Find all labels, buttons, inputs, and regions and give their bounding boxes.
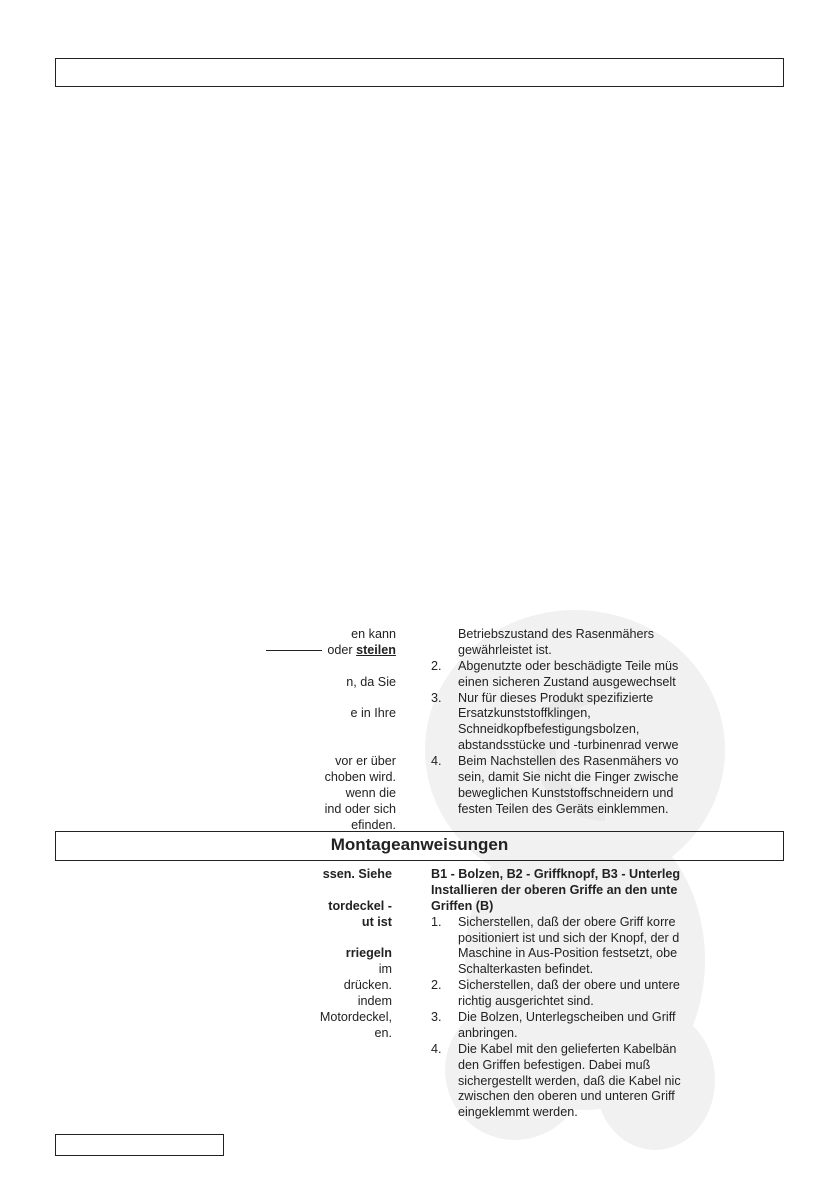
text-line: tordeckel - <box>328 898 392 913</box>
text-line: ind oder sich <box>324 801 396 816</box>
emphasis-text: steilen <box>356 642 396 657</box>
list-number: 2. <box>431 658 442 673</box>
heading-line: B1 - Bolzen, B2 - Griffknopf, B3 - Unterleg <box>431 867 681 881</box>
text-line: Betriebszustand des Rasenmähers <box>458 627 655 641</box>
list-item: 2. Sicherstellen, daß der obere und untere <box>431 978 680 993</box>
text-line: Motordeckel, <box>319 1010 392 1025</box>
text-line: anbringen. <box>458 1025 518 1040</box>
list-number: 4. <box>431 754 442 769</box>
list-item: 3. Die Bolzen, Unterlegscheiben und Griff <box>431 1010 676 1025</box>
text-fragment: oder <box>327 642 353 657</box>
list-number: 3. <box>431 1010 442 1025</box>
text-line: ssen. Siehe <box>322 867 392 881</box>
text-line: den Griffen befestigen. Dabei muß <box>458 1057 651 1072</box>
section-header <box>55 831 784 861</box>
text-line: ut ist <box>361 914 392 929</box>
left-lower-column <box>150 867 392 1042</box>
text-line: efinden. <box>351 817 396 832</box>
list-item: 3. Nur für dieses Produkt spezifizierte <box>431 690 654 705</box>
text-line: Schalterkasten befindet. <box>458 962 594 977</box>
text-line: beweglichen Kunststoffschneidern und <box>458 785 674 800</box>
left-upper-column <box>150 627 396 834</box>
text-line: en kann <box>351 627 396 641</box>
text-line: rriegeln <box>345 946 392 961</box>
list-item: 4. Die Kabel mit den gelieferten Kabelbän <box>431 1041 677 1056</box>
text-line: im <box>378 962 392 977</box>
text-line: gewährleistet ist. <box>458 642 552 657</box>
section-title: Montageanweisungen <box>330 835 509 854</box>
text-line: wenn die <box>345 785 396 800</box>
text-line: zwischen den oberen und unteren Griff <box>458 1089 675 1104</box>
text-line: sein, damit Sie nicht die Finger zwische <box>458 770 679 785</box>
text-line: richtig ausgerichtet sind. <box>458 994 594 1009</box>
text-line: eingeklemmt werden. <box>458 1105 578 1120</box>
list-item: 1. Sicherstellen, daß der obere Griff korre <box>431 914 676 929</box>
list-item: 2. Abgenutzte oder beschädigte Teile müs <box>431 658 679 673</box>
heading-line: Griffen (B) <box>431 898 494 913</box>
footer-box <box>55 1134 224 1156</box>
text-line: einen sicheren Zustand ausgewechselt <box>458 674 676 689</box>
text-line: Maschine in Aus-Position festsetzt, obe <box>458 946 678 961</box>
text-line: en. <box>374 1025 392 1040</box>
text-line <box>150 643 396 659</box>
list-number: 4. <box>431 1041 442 1056</box>
list-number: 3. <box>431 690 442 705</box>
right-lower-column <box>431 867 731 1121</box>
text-line: abstandsstücke und -turbinenrad verwe <box>458 738 679 753</box>
top-banner <box>55 58 784 87</box>
right-upper-column <box>431 627 731 818</box>
text-line: positioniert ist und sich der Knopf, der d <box>458 930 680 945</box>
text-line: e in Ihre <box>350 706 396 721</box>
text-line: vor er über <box>335 754 396 769</box>
text-line: festen Teilen des Geräts einklemmen. <box>458 801 669 816</box>
text-line: n, da Sie <box>346 674 396 689</box>
text-line: Ersatzkunststoffklingen, <box>458 706 591 721</box>
text-line: Schneidkopfbefestigungsbolzen, <box>458 722 640 737</box>
list-item: 4. Beim Nachstellen des Rasenmähers vo <box>431 754 679 769</box>
text-line: sichergestellt werden, daß die Kabel nic <box>458 1073 681 1088</box>
list-number: 1. <box>431 914 442 929</box>
text-line: drücken. <box>343 978 392 993</box>
underline-rule <box>266 650 322 651</box>
text-line: choben wird. <box>324 770 396 785</box>
list-number: 2. <box>431 978 442 993</box>
text-line: indem <box>357 994 392 1009</box>
heading-line: Installieren der oberen Griffe an den unte <box>431 882 678 897</box>
